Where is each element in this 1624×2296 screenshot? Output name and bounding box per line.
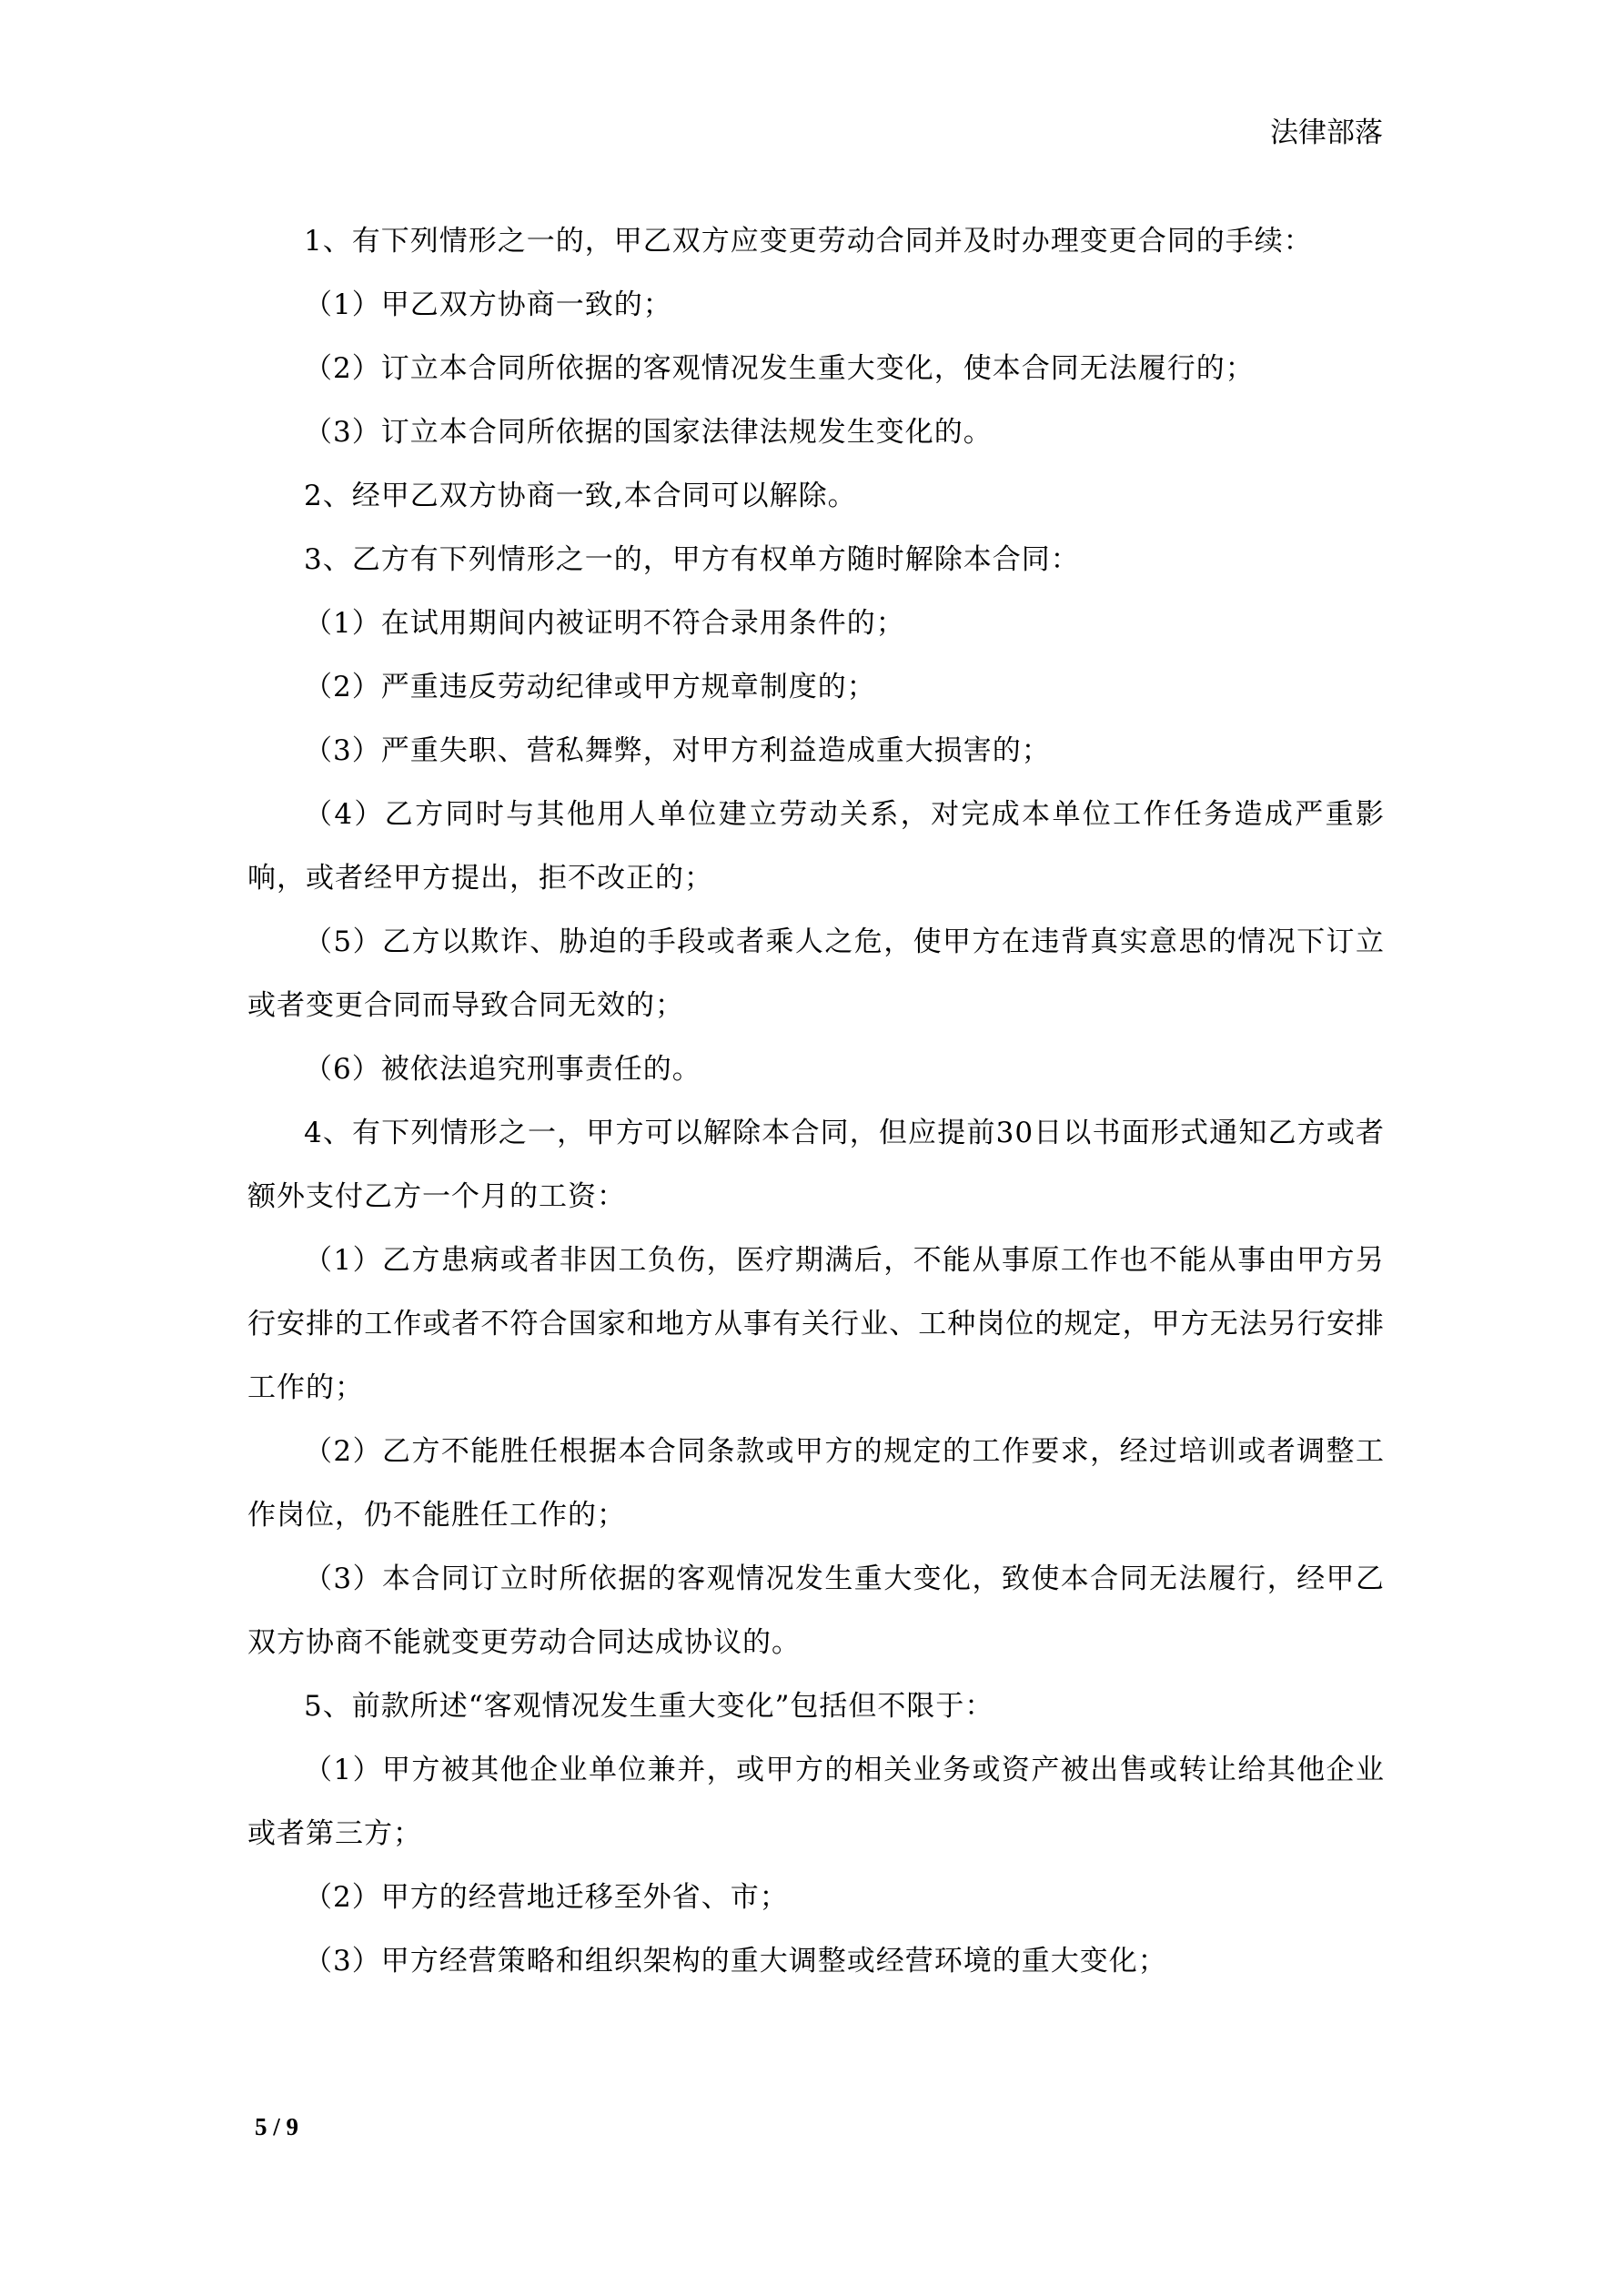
- paragraph: （3）本合同订立时所依据的客观情况发生重大变化，致使本合同无法履行，经甲乙双方协商不能就变更劳动合同达成协议的。: [247, 1563, 1385, 1659]
- paragraph: （6）被依法追究刑事责任的。: [304, 1053, 701, 1086]
- paragraph: （3）订立本合同所依据的国家法律法规发生变化的。: [304, 416, 993, 449]
- paragraph: （2）订立本合同所依据的客观情况发生重大变化，使本合同无法履行的；: [304, 352, 1255, 385]
- paragraph: （1）甲方被其他企业单位兼并，或甲方的相关业务或资产被出售或转让给其他企业或者第三方；: [247, 1754, 1385, 1850]
- paragraph: （4）乙方同时与其他用人单位建立劳动关系，对完成本单位工作任务造成严重影响，或者经甲方提出，拒不改正的；: [247, 798, 1385, 895]
- document-body: [247, 209, 1385, 1993]
- paragraph: 2、经甲乙双方协商一致,本合同可以解除。: [304, 480, 857, 512]
- paragraph: 3、乙方有下列情形之一的，甲方有权单方随时解除本合同：: [304, 543, 1080, 576]
- paragraph: （1）乙方患病或者非因工负伤，医疗期满后，不能从事原工作也不能从事由甲方另行安排的工作或者不符合国家和地方从事有关行业、工种岗位的规定，甲方无法另行安排工作的；: [247, 1244, 1385, 1404]
- paragraph: （3）甲方经营策略和组织架构的重大调整或经营环境的重大变化；: [304, 1945, 1167, 1977]
- paragraph: （2）严重违反劳动纪律或甲方规章制度的；: [304, 671, 876, 703]
- page-number: 5 / 9: [255, 2113, 299, 2140]
- paragraph: 5、前款所述“客观情况发生重大变化”包括但不限于：: [304, 1690, 994, 1723]
- paragraph: （5）乙方以欺诈、胁迫的手段或者乘人之危，使甲方在违背真实意思的情况下订立或者变更合同而导致合同无效的；: [247, 925, 1385, 1022]
- page-header-title: 法律部落: [1270, 116, 1383, 149]
- paragraph: 4、有下列情形之一，甲方可以解除本合同，但应提前30日以书面形式通知乙方或者额外支付乙方一个月的工资：: [247, 1117, 1385, 1213]
- paragraph: 1、有下列情形之一的，甲乙双方应变更劳动合同并及时办理变更合同的手续：: [304, 225, 1313, 258]
- paragraph: （2）甲方的经营地迁移至外省、市；: [304, 1881, 789, 1914]
- paragraph: （1）甲乙双方协商一致的；: [304, 288, 672, 321]
- paragraph: （3）严重失职、营私舞弊，对甲方利益造成重大损害的；: [304, 734, 1051, 767]
- paragraph: （1）在试用期间内被证明不符合录用条件的；: [304, 607, 905, 640]
- paragraph: （2）乙方不能胜任根据本合同条款或甲方的规定的工作要求，经过培训或者调整工作岗位，仍不能胜任工作的；: [247, 1435, 1385, 1532]
